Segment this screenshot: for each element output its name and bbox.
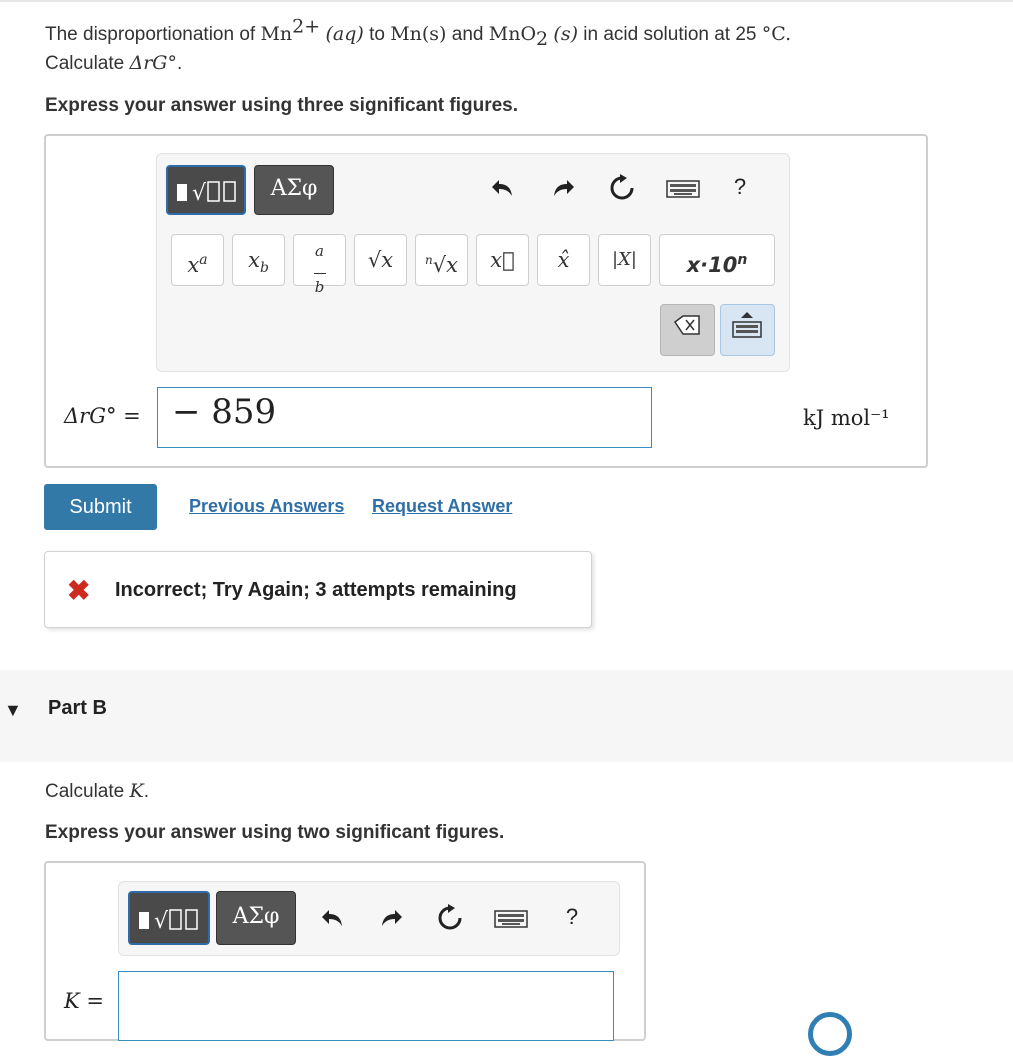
collapse-triangle-icon[interactable]: ▼ [4, 700, 22, 720]
svg-text:√: √ [154, 909, 169, 934]
keyboard-toggle-button[interactable] [720, 304, 775, 356]
k-input[interactable] [118, 971, 614, 1041]
svg-text:√: √ [192, 181, 207, 206]
request-answer-link[interactable]: Request Answer [372, 496, 513, 516]
part-a-prompt [45, 15, 792, 78]
subscript: 2 [536, 27, 549, 50]
math-toolbar [118, 881, 620, 956]
templates-button[interactable] [128, 891, 210, 945]
temperature-unit: °C. [761, 23, 792, 45]
unit-label: kJ mol⁻¹ [803, 406, 890, 430]
top-divider [0, 0, 1013, 2]
math-toolbar [156, 153, 790, 372]
undo-icon[interactable] [317, 904, 347, 937]
prompt-text: The disproportionation of [45, 24, 261, 45]
part-b-answer-box [44, 861, 646, 1041]
redo-icon[interactable] [549, 174, 579, 207]
prompt-text: Calculate [45, 53, 130, 74]
templates-icon [130, 893, 208, 943]
help-icon[interactable]: ? [565, 904, 579, 929]
product-state: (s) [553, 23, 578, 45]
part-b-header[interactable] [0, 670, 1013, 762]
prompt-text: and [446, 24, 489, 45]
greek-symbols-button[interactable]: ΑΣφ [254, 165, 334, 215]
ion-formula: Mn [260, 23, 293, 45]
superscript-button[interactable]: $x^a$ [171, 234, 224, 286]
subscript-button[interactable]: $x_b$ [232, 234, 285, 286]
absolute-value-button[interactable]: |X| [598, 234, 651, 286]
unit-vector-button[interactable]: x̂ [537, 234, 590, 286]
ion-charge: 2+ [292, 15, 321, 38]
templates-icon [168, 167, 244, 213]
delta-g-input[interactable] [157, 387, 652, 448]
backspace-button[interactable] [660, 304, 715, 356]
k-label: K = [64, 989, 104, 1013]
prompt-text: in acid solution at 25 [577, 24, 762, 45]
templates-button[interactable] [166, 165, 246, 215]
fraction-button[interactable]: a b [293, 234, 346, 286]
scientific-notation-button[interactable]: $x\cdot 10^n$ [659, 234, 775, 286]
quantity-symbol: ΔrG° [129, 52, 177, 74]
feedback-message: Incorrect; Try Again; 3 attempts remaining [115, 579, 517, 601]
keyboard-shortcuts-icon[interactable] [493, 906, 529, 937]
backspace-icon [661, 305, 714, 355]
delta-g-value: − 859 [172, 392, 277, 432]
nth-root-button[interactable]: $^n$√x [415, 234, 468, 286]
vector-button[interactable]: x⃗ [476, 234, 529, 286]
keyboard-icon [721, 305, 774, 355]
help-icon[interactable]: ? [733, 174, 747, 199]
ion-state: (aq) [325, 23, 364, 45]
prompt-text: to [363, 24, 391, 45]
delta-g-label: ΔrG° = [64, 404, 141, 428]
previous-answers-link[interactable]: Previous Answers [189, 496, 345, 516]
prompt-text: . [176, 53, 183, 74]
reset-icon[interactable] [435, 904, 465, 939]
sqrt-button[interactable]: √x [354, 234, 407, 286]
quantity-symbol: K [129, 780, 144, 802]
product-mno2: MnO [488, 23, 537, 45]
feedback-box [44, 551, 592, 628]
prompt-text: Calculate [45, 781, 130, 802]
greek-symbols-button[interactable]: ΑΣφ [216, 891, 296, 945]
part-b-instruction: Express your answer using two significant figures. [45, 822, 505, 843]
keyboard-shortcuts-icon[interactable] [665, 176, 701, 207]
product-mn: Mn(s) [390, 23, 447, 45]
part-b-title: Part B [48, 697, 107, 719]
submit-button[interactable]: Submit [44, 484, 157, 530]
chat-bubble-icon[interactable] [808, 1012, 852, 1056]
undo-icon[interactable] [487, 174, 517, 207]
reset-icon[interactable] [607, 174, 637, 209]
incorrect-icon: ✖ [67, 575, 91, 606]
part-b-prompt [45, 777, 149, 806]
redo-icon[interactable] [377, 904, 407, 937]
part-a-answer-box [44, 134, 928, 468]
prompt-text: . [143, 781, 149, 802]
part-a-instruction: Express your answer using three significant figures. [45, 95, 519, 116]
